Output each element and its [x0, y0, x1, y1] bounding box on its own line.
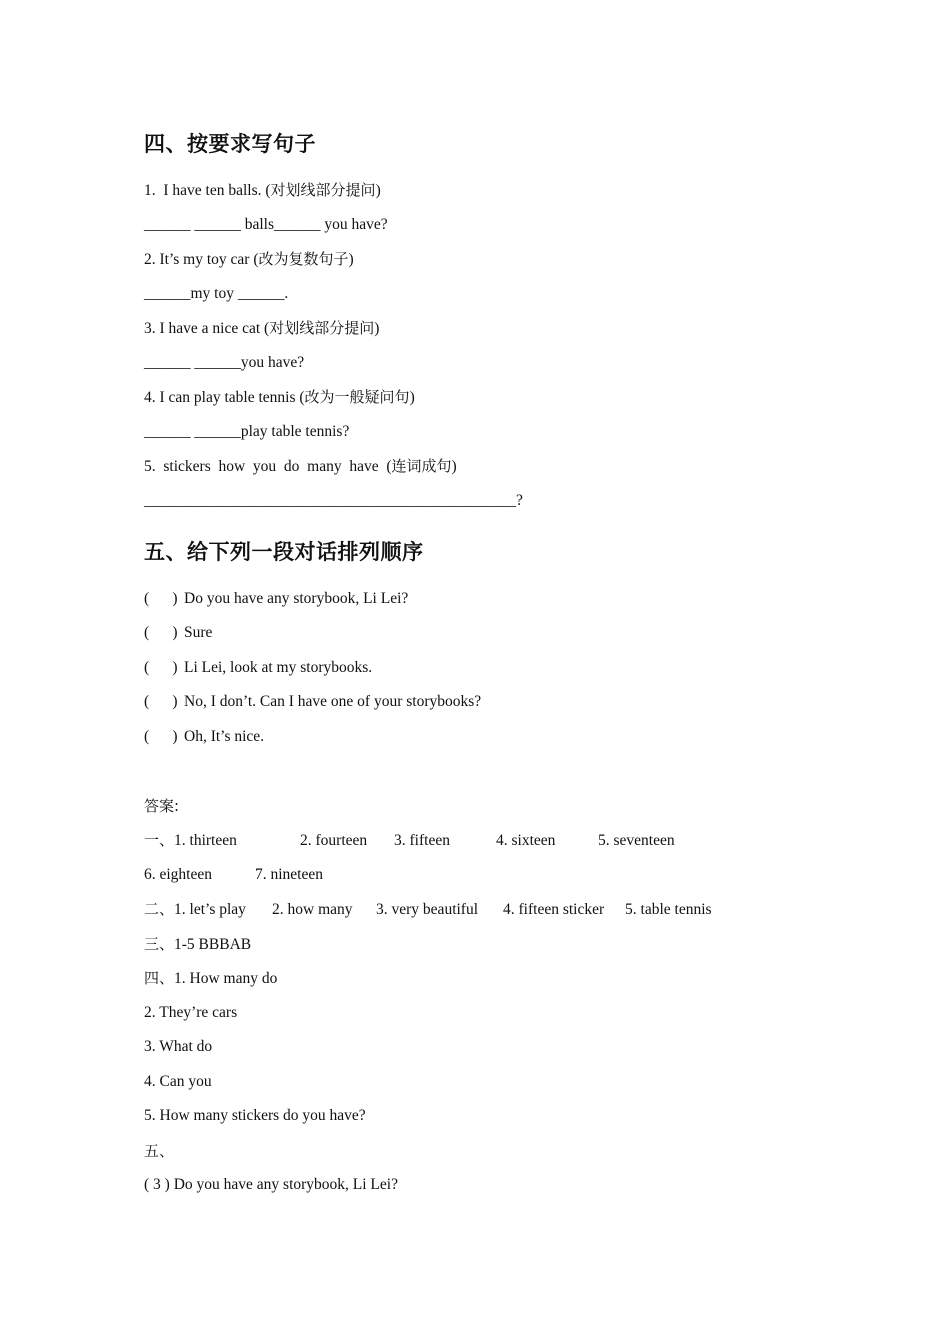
answer-line-3: ______ ______you have?	[144, 354, 305, 371]
answer-line-2: ______my toy ______.	[144, 285, 289, 302]
answers-section-4-item: 3. What do	[144, 1038, 213, 1055]
dialog-item: ( ) No, I don’t. Can I have one of your storybooks?	[144, 693, 482, 710]
answers-section-2: 二、1. let’s play 2. how many 3. very beautiful 4. fifteen sticker 5. table tennis	[144, 900, 712, 918]
question-1: 1. I have ten balls. (对划线部分提问)	[144, 181, 381, 199]
answers-section-3: 三、1-5 BBBAB	[144, 935, 252, 953]
question-5: 5. stickers how you do many have (连词成句)	[144, 457, 457, 475]
answers-section-4-item: 四、1. How many do	[144, 969, 278, 987]
answers-section-5-label: 五、	[144, 1142, 175, 1160]
question-2: 2. It’s my toy car (改为复数句子)	[144, 250, 354, 268]
answer-line-1: ______ ______ balls______ you have?	[144, 216, 388, 233]
dialog-item: ( ) Sure	[144, 624, 213, 641]
answers-section-1-row-2: 6. eighteen 7. nineteen	[144, 866, 324, 883]
question-4: 4. I can play table tennis (改为一般疑问句)	[144, 388, 415, 406]
answers-section-4-item: 2. They’re cars	[144, 1004, 238, 1021]
section-4-heading: 四、按要求写句子	[144, 132, 316, 156]
answers-section-5-item: ( 3 ) Do you have any storybook, Li Lei?	[144, 1176, 398, 1193]
dialog-item: ( ) Li Lei, look at my storybooks.	[144, 659, 373, 676]
question-3: 3. I have a nice cat (对划线部分提问)	[144, 319, 380, 337]
dialog-item: ( ) Oh, It’s nice.	[144, 728, 265, 745]
answer-line-4: ______ ______play table tennis?	[144, 423, 350, 440]
answers-section-4-item: 5. How many stickers do you have?	[144, 1107, 366, 1124]
answer-line-5: ________________________________________________?	[144, 492, 523, 509]
answers-section-4-item: 4. Can you	[144, 1073, 212, 1090]
answers-section-1-row-1: 一、1. thirteen 2. fourteen 3. fifteen 4. sixteen 5. seventeen	[144, 831, 675, 849]
section-5-heading: 五、给下列一段对话排列顺序	[144, 540, 424, 564]
dialog-item: ( ) Do you have any storybook, Li Lei?	[144, 590, 409, 607]
answers-label: 答案:	[144, 797, 180, 815]
